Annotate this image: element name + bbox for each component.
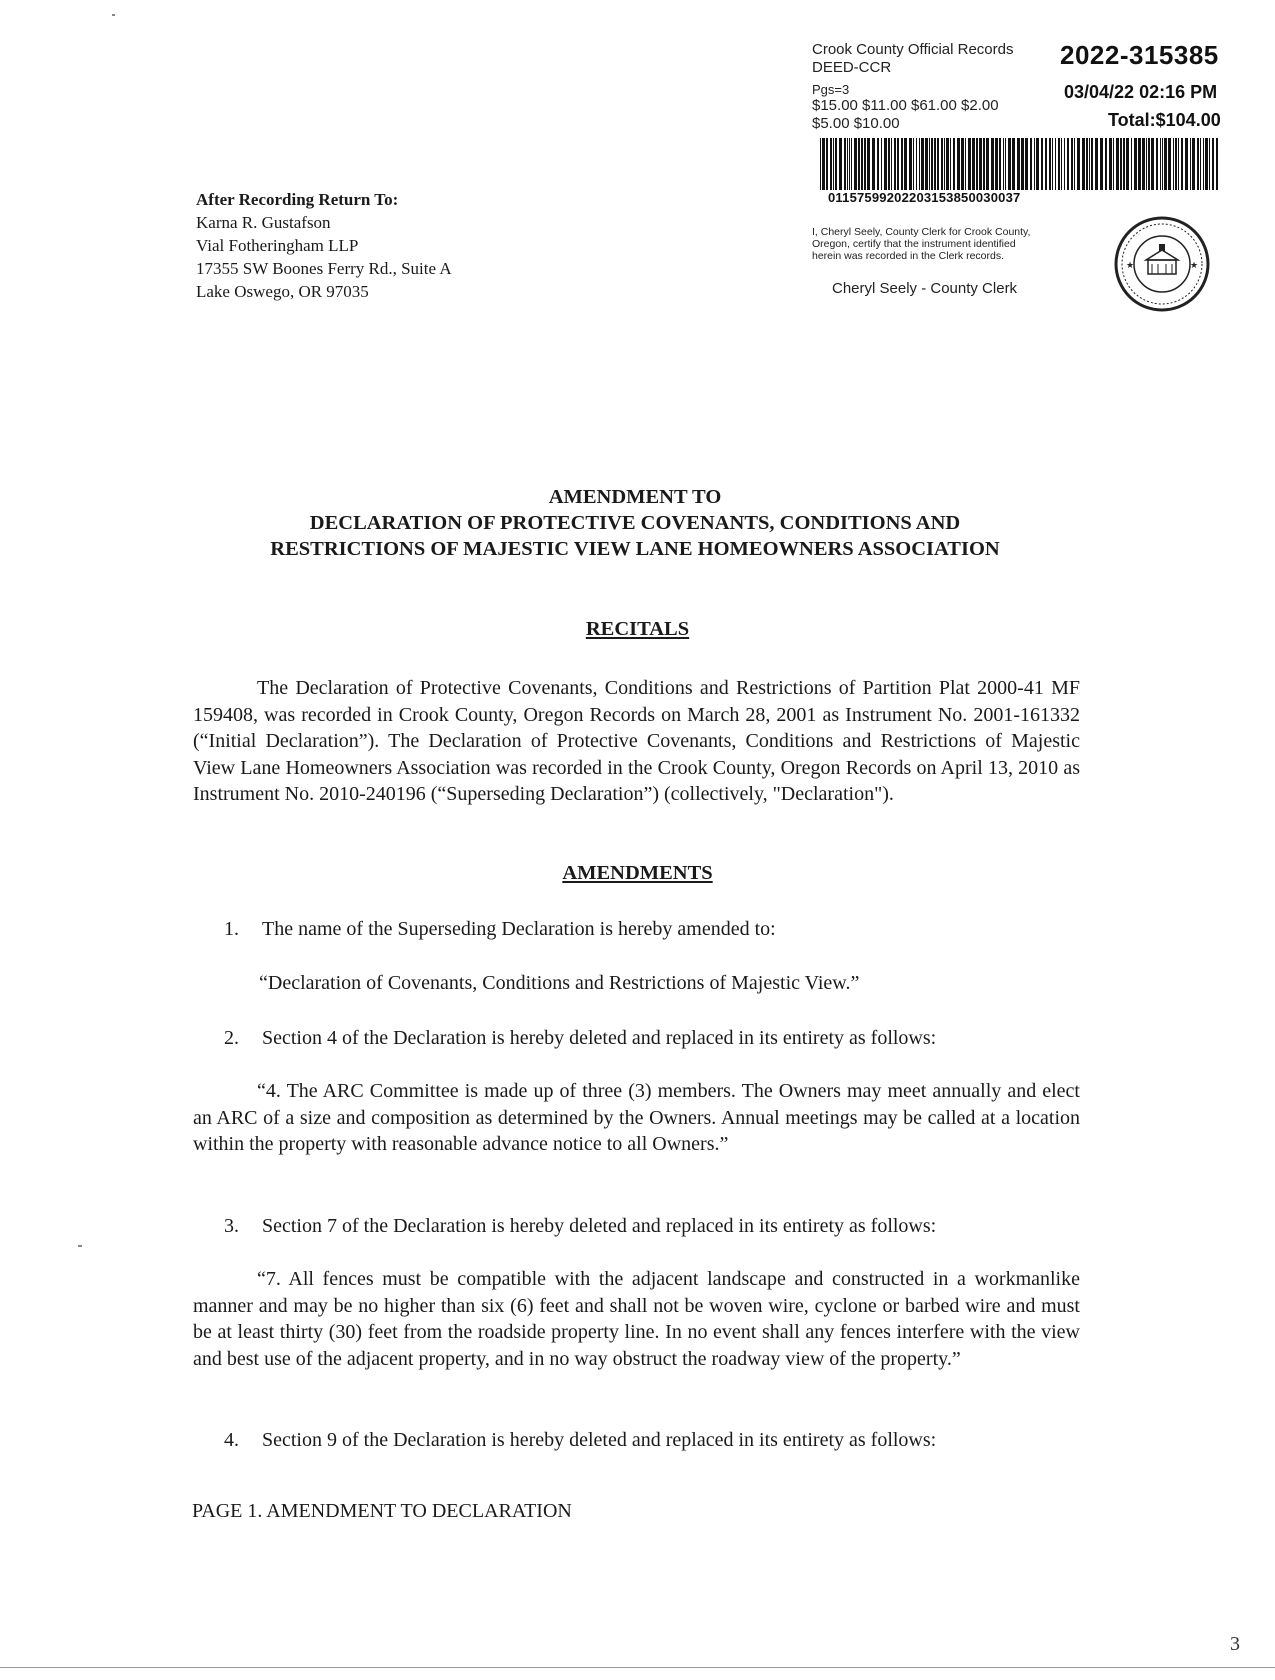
svg-text:★: ★ <box>1190 260 1199 270</box>
barcode-bar <box>965 138 966 190</box>
recitals-heading: RECITALS <box>585 618 690 640</box>
barcode-bar <box>820 138 821 190</box>
barcode-bar <box>1036 138 1039 190</box>
barcode-bar <box>1134 138 1137 190</box>
barcode-bar <box>1064 138 1065 190</box>
amendment-item-3 <box>224 1213 1094 1239</box>
barcode-bar <box>849 138 850 190</box>
amendment-item-1-number: 1. <box>224 918 239 940</box>
barcode-bar <box>1203 138 1204 190</box>
barcode-bar <box>1049 138 1051 190</box>
barcode-image <box>820 138 1220 190</box>
barcode-bar <box>1082 138 1085 190</box>
barcode-bar <box>913 138 914 190</box>
barcode-bar <box>1190 138 1191 190</box>
barcode-bar <box>921 138 924 190</box>
barcode-bar <box>826 138 828 190</box>
barcode-bar <box>1105 138 1107 190</box>
barcode-bar <box>961 138 964 190</box>
barcode-bar <box>919 138 920 190</box>
stamp-pages: Pgs=3 <box>812 82 850 97</box>
barcode-bar <box>1017 138 1020 190</box>
barcode-bar <box>1151 138 1154 190</box>
barcode-bar <box>835 138 837 190</box>
scan-speck <box>112 14 115 16</box>
barcode-bar <box>1131 138 1132 190</box>
barcode-bar <box>1146 138 1147 190</box>
barcode-number: 01157599202203153850030037 <box>828 190 1021 205</box>
stamp-datetime: 03/04/22 02:16 PM <box>1064 82 1218 102</box>
barcode-bar <box>972 138 975 190</box>
county-seal-icon <box>1112 214 1212 314</box>
stamp-type: DEED-CCR <box>812 59 892 76</box>
barcode-bar <box>1012 138 1015 190</box>
barcode-bar <box>1138 138 1141 190</box>
barcode-bar <box>968 138 971 190</box>
barcode-bar <box>851 138 852 190</box>
barcode-bar <box>861 138 863 190</box>
barcode-bar <box>854 138 857 190</box>
barcode-bar <box>1178 138 1179 190</box>
clerk-certification: I, Cheryl Seely, County Clerk for Crook County, Oregon, certify that the instrument identified herein was recorded in the Clerk records. <box>812 226 1031 262</box>
barcode-bar <box>839 138 842 190</box>
stamp-records-label: Crook County Official Records <box>812 41 1014 58</box>
barcode-bar <box>1173 138 1174 190</box>
return-firm: Vial Fotheringham LLP <box>196 236 359 255</box>
barcode-bar <box>1067 138 1069 190</box>
barcode-bar <box>1095 138 1098 190</box>
barcode-bar <box>1091 138 1093 190</box>
barcode-bar <box>950 138 951 190</box>
barcode-bar <box>1200 138 1201 190</box>
document-title <box>120 484 1150 562</box>
barcode-bar <box>1071 138 1073 190</box>
recitals-paragraph: The Declaration of Protective Covenants, Conditions and Restrictions of Partition Plat 2000-41 MF 159408, was recorded in Crook County, Oregon Records on March 28, 2001 as Instrument No. 2001-161332 (“Initial Declaration”). The Declaration of Protective Covenants, Conditions and Restrictions of Majestic View Lane Homeowners Association was recorded in the Crook County, Oregon Records on April 13, 2010 as Instrument No. 2010-240196 (“Superseding Declaration”) (collectively, "Declaration"). <box>193 677 1080 805</box>
barcode-bar <box>1156 138 1158 190</box>
barcode-bar <box>1055 138 1056 190</box>
barcode-bar <box>833 138 834 190</box>
barcode-bar <box>822 138 825 190</box>
barcode-bar <box>1061 138 1062 190</box>
barcode-bar <box>941 138 943 190</box>
barcode-bar <box>1205 138 1208 190</box>
barcode-bar <box>1126 138 1129 190</box>
amendment-quote-2: “4. The ARC Committee is made up of three (3) members. The Owners may meet annually and elect an ARC of a size and composition as determined by the Owners. Annual meetings may be called at a location within the property with reasonable advance notice to all Owners.” <box>193 1080 1080 1155</box>
barcode-bar <box>986 138 989 190</box>
barcode-bar <box>1058 138 1060 190</box>
barcode-bar <box>925 138 928 190</box>
stamp-total: Total:$104.00 <box>1108 110 1221 130</box>
barcode-bar <box>891 138 892 190</box>
barcode-bar <box>1003 138 1004 190</box>
barcode-bar <box>931 138 933 190</box>
barcode-bar <box>999 138 1001 190</box>
barcode-bar <box>944 138 945 190</box>
barcode-bar <box>929 138 930 190</box>
return-name: Karna R. Gustafson <box>196 213 331 232</box>
barcode-bar <box>1142 138 1145 190</box>
barcode-bar <box>1120 138 1122 190</box>
page-number-mark: 3 <box>1230 1633 1240 1655</box>
title-line-1: AMENDMENT TO <box>548 486 722 508</box>
amendment-item-2 <box>224 1025 1094 1051</box>
barcode-bar <box>957 138 960 190</box>
barcode-bar <box>1021 138 1024 190</box>
barcode-bar <box>1100 138 1103 190</box>
return-heading: After Recording Return To: <box>196 190 399 209</box>
title-line-3: RESTRICTIONS OF MAJESTIC VIEW LANE HOMEOWNERS ASSOCIATION <box>270 538 1000 560</box>
amendment-item-1-text: The name of the Superseding Declaration is hereby amended to: <box>262 918 776 940</box>
barcode-bar <box>1109 138 1112 190</box>
barcode-bar <box>1212 138 1214 190</box>
barcode-bar <box>1074 138 1075 190</box>
return-street: 17355 SW Boones Ferry Rd., Suite A <box>196 259 452 278</box>
barcode-bar <box>1086 138 1088 190</box>
page-footer: PAGE 1. AMENDMENT TO DECLARATION <box>192 1500 572 1522</box>
barcode-bar <box>1116 138 1119 190</box>
barcode-bar <box>872 138 875 190</box>
return-address-block <box>196 188 452 303</box>
barcode-bar <box>946 138 949 190</box>
barcode-bar <box>976 138 978 190</box>
barcode-bar <box>1041 138 1043 190</box>
barcode-bar <box>897 138 899 190</box>
barcode-bar <box>1045 138 1047 190</box>
amendment-item-4-number: 4. <box>224 1429 239 1451</box>
barcode-bar <box>1185 138 1188 190</box>
barcode-bar <box>979 138 982 190</box>
amendment-item-1 <box>224 916 1094 942</box>
barcode-bar <box>830 138 832 190</box>
barcode-bar <box>983 138 985 190</box>
barcode-bar <box>916 138 917 190</box>
amendment-quote-3: “7. All fences must be compatible with the adjacent landscape and constructed in a workmanlike manner and may be no higher than six (6) feet and shall not be woven wire, cyclone or barbed wire and must be at least thirty (30) feet from the roadside property line. In no event shall any fences interfere with the view and best use of the adjacent property, and in no way obstruct the roadway view of the property.” <box>193 1268 1080 1370</box>
title-line-2: DECLARATION OF PROTECTIVE COVENANTS, CONDITIONS AND <box>309 512 961 534</box>
barcode-bar <box>1008 138 1011 190</box>
svg-text:★: ★ <box>1126 260 1135 270</box>
barcode-bar <box>884 138 887 190</box>
barcode-bar <box>1175 138 1177 190</box>
barcode-bar <box>888 138 890 190</box>
barcode-bar <box>909 138 912 190</box>
barcode-bar <box>901 138 903 190</box>
barcode-bar <box>1162 138 1163 190</box>
barcode-bar <box>1052 138 1053 190</box>
stamp-fees-line1: $15.00 $11.00 $61.00 $2.00 <box>812 97 999 114</box>
barcode-bar <box>995 138 998 190</box>
scan-edge-line <box>0 1667 1275 1668</box>
barcode-bar <box>844 138 846 190</box>
barcode-bar <box>881 138 882 190</box>
barcode-bar <box>1164 138 1167 190</box>
stamp-instrument-number: 2022-315385 <box>1060 40 1219 70</box>
barcode-bar <box>1089 138 1090 190</box>
barcode-bar <box>1197 138 1199 190</box>
amendment-item-2-text: Section 4 of the Declaration is hereby deleted and replaced in its entirety as follows: <box>262 1027 937 1049</box>
barcode-bar <box>1025 138 1028 190</box>
amendment-item-3-text: Section 7 of the Declaration is hereby deleted and replaced in its entirety as follows: <box>262 1215 937 1237</box>
amendment-item-2-number: 2. <box>224 1027 239 1049</box>
barcode-bar <box>991 138 994 190</box>
amendment-quote-1: “Declaration of Covenants, Conditions and Restrictions of Majestic View.” <box>259 972 860 994</box>
stamp-fees-line2: $5.00 $10.00 <box>812 115 900 132</box>
barcode-bar <box>1168 138 1171 190</box>
barcode-bar <box>867 138 870 190</box>
barcode-bar <box>1034 138 1035 190</box>
barcode-bar <box>1209 138 1210 190</box>
barcode-bar <box>937 138 939 190</box>
barcode-bar <box>1148 138 1150 190</box>
barcode-bar <box>953 138 955 190</box>
amendment-item-3-number: 3. <box>224 1215 239 1237</box>
barcode-bar <box>1160 138 1161 190</box>
barcode-bar <box>1113 138 1114 190</box>
barcode-bar <box>877 138 879 190</box>
scan-speck <box>78 1245 82 1247</box>
barcode-bar <box>1216 138 1218 190</box>
barcode-bar <box>1123 138 1125 190</box>
amendment-item-4-text: Section 9 of the Declaration is hereby deleted and replaced in its entirety as follows: <box>262 1429 937 1451</box>
barcode-bar <box>1030 138 1032 190</box>
barcode-bar <box>904 138 907 190</box>
barcode-bar <box>1005 138 1006 190</box>
barcode-bar <box>847 138 848 190</box>
barcode-bar <box>864 138 866 190</box>
barcode-bar <box>1192 138 1195 190</box>
barcode-bar <box>858 138 860 190</box>
return-city: Lake Oswego, OR 97035 <box>196 282 369 301</box>
barcode-bar <box>934 138 936 190</box>
amendment-item-4 <box>224 1427 1094 1453</box>
barcode-bar <box>1077 138 1080 190</box>
amendments-heading: AMENDMENTS <box>562 862 713 884</box>
barcode-bar <box>1181 138 1183 190</box>
county-clerk-name: Cheryl Seely - County Clerk <box>832 280 1018 297</box>
barcode-bar <box>894 138 896 190</box>
